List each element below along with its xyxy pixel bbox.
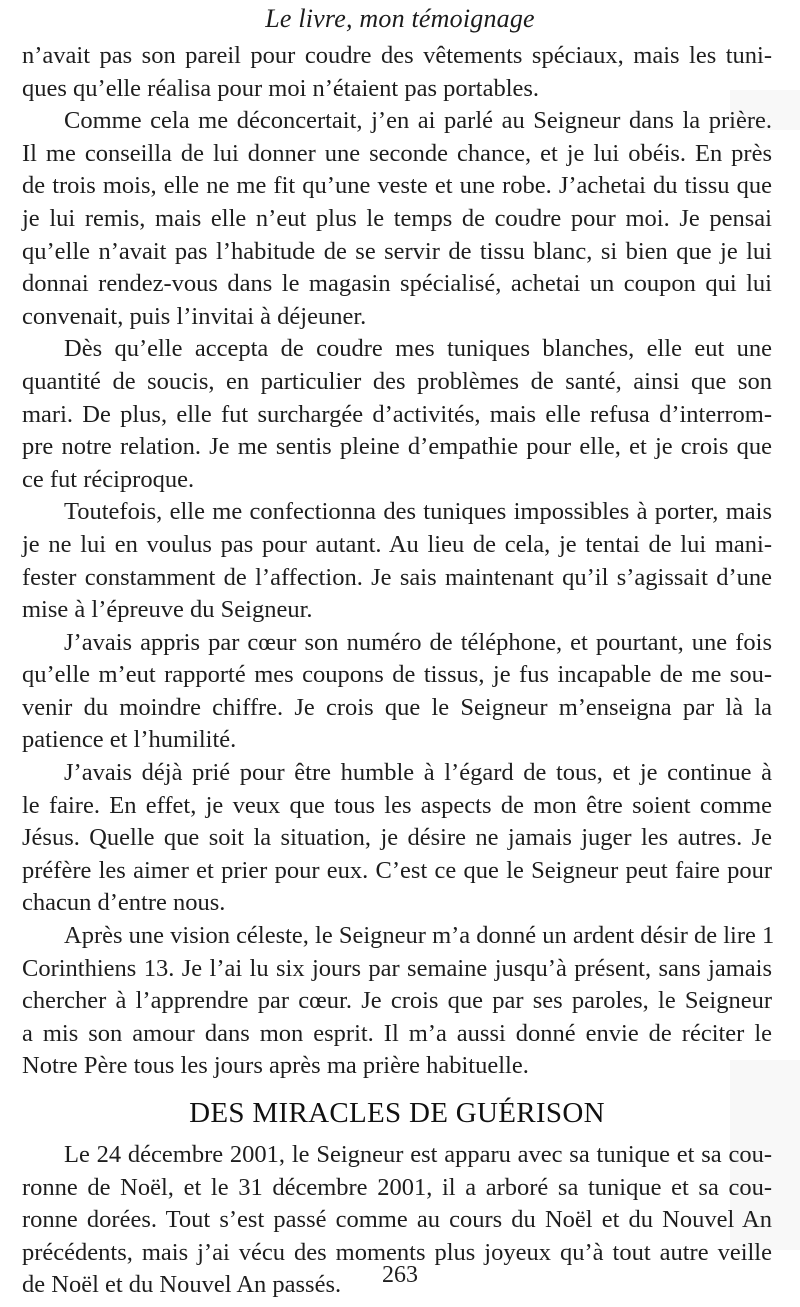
text-line: Jésus. Quelle que soit la situation, je désire ne jamais juger les autres. Je (22, 824, 772, 852)
text-line: convenait, puis l’invitai à déjeuner. (22, 302, 367, 330)
paragraph (22, 920, 775, 1083)
text-line: préfère les aimer et prier pour eux. C’est ce que le Seigneur peut faire pour (22, 856, 772, 884)
text-line: de trois mois, elle ne me fit qu’une veste et une robe. J’achetai du tissu que (22, 172, 772, 200)
text-line: Notre Père tous les jours après ma prière habituelle. (22, 1052, 529, 1080)
text-line: précédents, mais j’ai vécu des moments plus joyeux qu’à tout autre veille (22, 1238, 772, 1266)
text-line: n’avait pas son pareil pour coudre des vêtements spéciaux, mais les tuni- (22, 42, 772, 69)
body-text (22, 40, 775, 1302)
text-line: Il me conseilla de lui donner une seconde chance, et je lui obéis. En près (22, 139, 772, 167)
paragraph (22, 40, 772, 105)
section-heading: DES MIRACLES DE GUÉRISON (189, 1097, 605, 1129)
text-line: mari. De plus, elle fut surchargée d’activités, mais elle refusa d’interrom- (22, 400, 772, 428)
text-line: qu’elle n’avait pas l’habitude de se servir de tissu blanc, si bien que je lui (22, 237, 772, 265)
text-line: J’avais appris par cœur son numéro de téléphone, et pourtant, une fois (64, 628, 772, 656)
running-head: Le livre, mon témoignage (265, 4, 535, 33)
text-line: Dès qu’elle accepta de coudre mes tuniques blanches, elle eut une (64, 335, 772, 363)
text-line: chacun d’entre nous. (22, 889, 226, 917)
text-line: Après une vision céleste, le Seigneur m’a donné un ardent désir de lire 1 (64, 922, 775, 950)
text-line: qu’elle m’eut rapporté mes coupons de tissus, je fus incapable de me sou- (22, 661, 772, 689)
text-line: a mis son amour dans mon esprit. Il m’a aussi donné envie de réciter le (22, 1019, 772, 1047)
text-line: patience et l’humilité. (22, 726, 237, 754)
text-line: je lui remis, mais elle n’eut plus le temps de coudre pour moi. Je pensai (22, 204, 772, 232)
text-line: mise à l’épreuve du Seigneur. (22, 596, 313, 624)
text-line: ques qu’elle réalisa pour moi n’étaient pas portables. (22, 74, 540, 102)
paragraph (22, 627, 772, 757)
text-line: Comme cela me déconcertait, j’en ai parlé au Seigneur dans la prière. (64, 107, 772, 135)
text-line: donnai rendez-vous dans le magasin spécialisé, achetai un coupon qui lui (22, 270, 772, 298)
text-line: chercher à l’apprendre par cœur. Je crois que par ses paroles, le Seigneur (22, 987, 772, 1015)
paragraph (22, 496, 772, 626)
text-line: quantité de soucis, en particulier des problèmes de santé, ainsi que son (22, 367, 772, 395)
paragraph (22, 105, 772, 333)
text-line: Corinthiens 13. Je l’ai lu six jours par semaine jusqu’à présent, sans jamais (22, 954, 772, 982)
text-line: ronne dorées. Tout s’est passé comme au cours du Noël et du Nouvel An (22, 1206, 772, 1234)
paragraph (22, 333, 772, 496)
text-line: J’avais déjà prié pour être humble à l’égard de tous, et je continue à (64, 759, 772, 787)
text-line: Toutefois, elle me confectionna des tuniques impossibles à porter, mais (64, 498, 772, 526)
text-line: venir du moindre chiffre. Je crois que le Seigneur m’enseigna par là la (22, 693, 772, 721)
text-line: Le 24 décembre 2001, le Seigneur est apparu avec sa tunique et sa cou- (64, 1141, 772, 1168)
text-line: fester constamment de l’affection. Je sais maintenant qu’il s’agissait d’une (22, 563, 772, 591)
text-line: ce fut réciproque. (22, 465, 195, 493)
text-line: je ne lui en voulus pas pour autant. Au lieu de cela, je tentai de lui mani- (22, 530, 772, 558)
text-line: pre notre relation. Je me sentis pleine d’empathie pour elle, et je crois que (22, 433, 772, 461)
page-number: 263 (382, 1262, 418, 1288)
text-line: le faire. En effet, je veux que tous les aspects de mon être soient comme (22, 791, 772, 819)
paragraph (22, 757, 772, 920)
text-line: ronne de Noël, et le 31 décembre 2001, il a arboré sa tunique et sa cou- (22, 1173, 772, 1201)
text-line: de Noël et du Nouvel An passés. (22, 1271, 342, 1299)
